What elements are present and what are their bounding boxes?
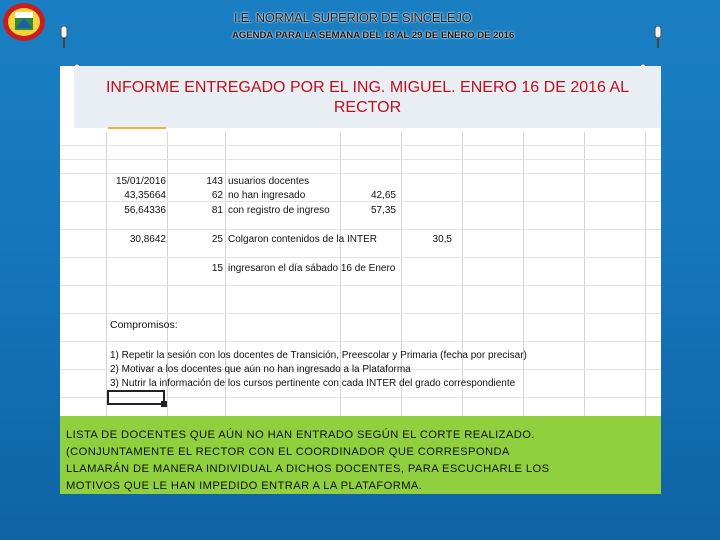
school-crest-logo [2,2,46,42]
cell-count: 15 [211,263,223,274]
row-gridline [60,159,661,160]
row-gridline [60,285,661,286]
row-gridline [60,229,661,230]
compromiso-item: 1) Repetir la sesión con los docentes de Transición, Preescolar y Primaria (fecha por precisar) [110,350,527,361]
column-gridline [645,132,646,416]
cell-percent: 30,5 [432,234,452,245]
cell-percent: 43,35664 [124,190,166,201]
report-title-bar [74,66,661,128]
note-box [60,416,661,494]
row-gridline [60,173,661,174]
active-cell-box [107,390,165,405]
note-line: LISTA DE DOCENTES QUE AÚN NO HAN ENTRADO SEGÚN EL CORTE REALIZADO. [66,429,535,441]
compromiso-item: 3) Nutrir la información de los cursos pertinente con cada INTER del grado correspondiente [110,378,516,389]
cell-description: ingresaron el día sábado 16 de Enero [228,263,396,274]
column-gridline [462,132,463,416]
compromiso-item: 2) Motivar a los docentes que aún no han ingresado a la Plataforma [110,364,411,375]
cell-description: con registro de ingreso [228,205,330,216]
school-name: I.E. NORMAL SUPERIOR DE SINCELEJO [234,10,472,25]
cell-count: 25 [211,234,223,245]
note-line: MOTIVOS QUE LE HAN IMPEDIDO ENTRAR A LA PLATAFORMA. [66,480,423,492]
cell-date: 15/01/2016 [115,176,166,187]
report-title: INFORME ENTREGADO POR EL ING. MIGUEL. ENERO 16 DE 2016 AL RECTOR [105,79,630,116]
note-line: (CONJUNTAMENTE EL RECTOR CON EL COORDINADOR QUE CORRESPONDA [66,446,510,458]
column-gridline [523,132,524,416]
column-gridline [584,132,585,416]
row-gridline [60,257,661,258]
spreadsheet-screenshot [60,66,661,416]
cell-description: no han ingresado [228,190,306,201]
pushpin-icon [57,26,71,48]
cell-percent: 42,65 [370,190,396,201]
cell-selection-marker [108,127,166,129]
cell-count: 81 [211,205,223,216]
cell-percent: 30,8642 [129,234,166,245]
cell-description: usuarios docentes [228,176,310,187]
cell-count: 143 [206,176,223,187]
cell-description: Colgaron contenidos de la INTER [228,234,377,245]
cell-percent: 56,64336 [124,205,166,216]
fill-handle [161,401,167,407]
row-gridline [60,201,661,202]
row-gridline [60,341,661,342]
cell-count: 62 [211,190,223,201]
cell-percent: 57,35 [370,205,396,216]
agenda-subtitle: AGENDA PARA LA SEMANA DEL 18 AL 29 DE ENERO DE 2016 [232,30,515,41]
row-gridline [60,313,661,314]
note-line: LLAMARÁN DE MANERA INDIVIDUAL A DICHOS DOCENTES, PARA ESCUCHARLE LOS [66,463,550,475]
compromisos-label: Compromisos: [110,319,178,331]
column-gridline [106,132,107,416]
row-gridline [60,145,661,146]
pushpin-icon [651,26,665,48]
